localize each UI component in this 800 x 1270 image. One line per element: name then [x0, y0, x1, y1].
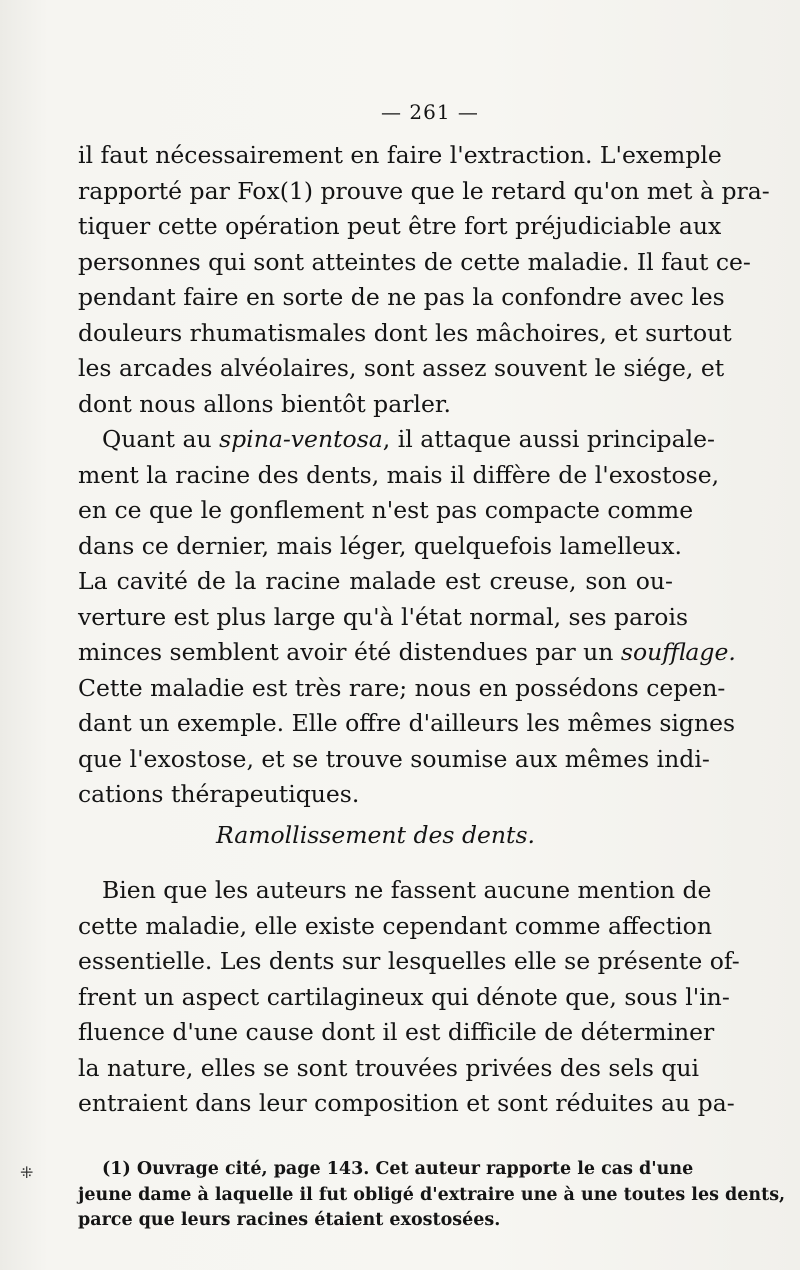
text-line: fluence d'une cause dont il est difficile de déterminer [78, 1018, 715, 1046]
text-line: essentielle. Les dents sur lesquelles elle se présente of- [78, 947, 740, 975]
text-line: La cavité de la racine malade est creuse, son ou- [78, 567, 673, 595]
text-line: ment la racine des dents, mais il diffère de l'exostose, [78, 460, 720, 489]
text-line: rapporté par Fox(1) prouve que le retard qu'on met à pra- [78, 176, 770, 205]
italic-term: soufflage. [620, 638, 736, 666]
text-line: frent un aspect cartilagineux qui dénote que, sous l'in- [78, 982, 730, 1011]
text-line: les arcades alvéolaires, sont assez souvent le siége, et [78, 354, 725, 382]
text-line: il faut nécessairement en faire l'extraction. L'exemple [78, 141, 722, 169]
text-line: douleurs rhumatismales dont les mâchoires, et surtout [78, 318, 732, 347]
paragraph-extraction [78, 138, 770, 813]
text-line: en ce que le gonflement n'est pas compacte comme [78, 496, 694, 524]
text-line-spina [78, 422, 715, 458]
text-line: dant un exemple. Elle offre d'ailleurs les mêmes signes [78, 709, 736, 737]
text-line: que l'exostose, et se trouve soumise aux mêmes indi- [78, 744, 710, 773]
footnote [78, 1157, 786, 1234]
text-line: tiquer cette opération peut être fort préjudiciable aux [78, 212, 722, 240]
text-line: Cette maladie est très rare; nous en possédons cepen- [78, 673, 726, 702]
text-line: verture est plus large qu'à l'état normal, ses parois [78, 602, 689, 631]
text-line: dont nous allons bientôt parler. [78, 389, 451, 418]
section-heading: Ramollissement des dents. [215, 821, 536, 849]
paragraph-ramollissement [78, 873, 740, 1122]
text-fragment: , il attaque aussi principale- [382, 425, 715, 453]
footnote-line: parce que leurs racines étaient exostosées. [78, 1210, 501, 1230]
text-line: cations thérapeutiques. [78, 780, 360, 808]
text-line-soufflage [78, 635, 736, 671]
text-fragment: Quant au [102, 425, 220, 453]
text-line: entraient dans leur composition et sont réduites au pa- [78, 1089, 735, 1117]
text-fragment: minces semblent avoir été distendues par un [78, 638, 621, 666]
text-line: personnes qui sont atteintes de cette maladie. Il faut ce- [78, 247, 751, 276]
text-line: Bien que les auteurs ne fassent aucune mention de [102, 876, 712, 904]
text-line: pendant faire en sorte de ne pas la confondre avec les [78, 283, 725, 311]
footnote-line: jeune dame à laquelle il fut obligé d'extraire une à une toutes les dents, [78, 1184, 786, 1205]
text-line: dans ce dernier, mais léger, quelquefois lamelleux. [78, 531, 682, 560]
margin-mark: ⁜ [20, 1163, 34, 1182]
text-line: la nature, elles se sont trouvées privées des sels qui [78, 1053, 700, 1082]
footnote-line: (1) Ouvrage cité, page 143. Cet auteur rapporte le cas d'une [102, 1159, 694, 1179]
page-number: — 261 — [381, 100, 479, 124]
italic-term: spina-ventosa [219, 425, 383, 453]
text-line: cette maladie, elle existe cependant comme affection [78, 911, 712, 940]
